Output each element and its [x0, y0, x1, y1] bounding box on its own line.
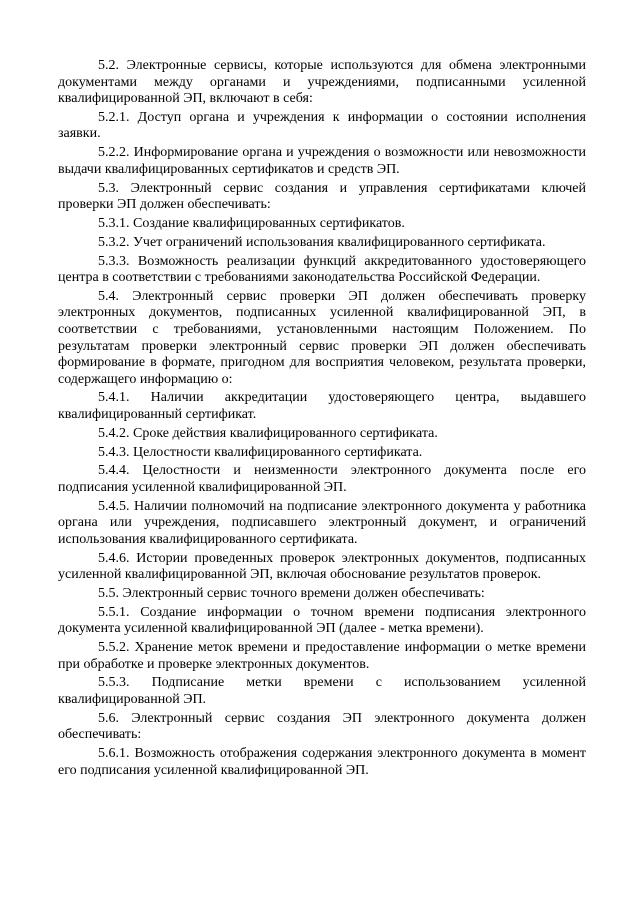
paragraph-5-2-2: 5.2.2. Информирование органа и учреждения о возможности или невозможности выдачи квалифицированных сертификатов и средств ЭП. [58, 145, 586, 177]
paragraph-5-5-3: 5.5.3. Подписание метки времени с использованием усиленной квалифицированной ЭП. [58, 675, 586, 707]
paragraph-5-6-1: 5.6.1. Возможность отображения содержания электронного документа в момент его подписания усиленной квалифицированной ЭП. [58, 746, 586, 778]
paragraph-5-4-2: 5.4.2. Сроке действия квалифицированного сертификата. [98, 425, 438, 441]
paragraph-5-4: 5.4. Электронный сервис проверки ЭП должен обеспечивать проверку электронных документов, подписанных усиленной квалифицированной ЭП, в соответствии с требованиями, установленными настоящим Положением. По результатам проверки электронный сервис проверки ЭП должен обеспечивать формирование в формате, пригодном для восприятия человеком, результата проверки, содержащего информацию о: [58, 288, 586, 387]
document-body [58, 58, 586, 779]
paragraph-5-2: 5.2. Электронные сервисы, которые используются для обмена электронными документами между органами и учреждениями, подписанными усиленной квалифицированной ЭП, включают в себя: [58, 58, 586, 107]
paragraph-5-4-4: 5.4.4. Целостности и неизменности электронного документа после его подписания усиленной квалифицированной ЭП. [58, 463, 586, 495]
paragraph-5-6: 5.6. Электронный сервис создания ЭП электронного документа должен обеспечивать: [58, 710, 586, 743]
paragraph-5-4-3: 5.4.3. Целостности квалифицированного сертификата. [98, 444, 423, 460]
paragraph-5-4-5: 5.4.5. Наличии полномочий на подписание электронного документа у работника органа или учреждения, подписавшего электронный документ, и ограничений использования квалифицированного сертификата. [58, 498, 586, 547]
paragraph-5-4-1: 5.4.1. Наличии аккредитации удостоверяющего центра, выдавшего квалифицированный сертификат. [58, 390, 586, 422]
paragraph-5-4-6: 5.4.6. Истории проведенных проверок электронных документов, подписанных усиленной квалифицированной ЭП, включая обоснование результатов проверок. [58, 550, 586, 583]
paragraph-5-3-2: 5.3.2. Учет ограничений использования квалифицированного сертификата. [98, 234, 546, 250]
paragraph-5-5-1: 5.5.1. Создание информации о точном времени подписания электронного документа усиленной квалифицированной ЭП (далее - метка времени). [58, 604, 586, 637]
paragraph-5-5-2: 5.5.2. Хранение меток времени и предоставление информации о метке времени при обработке и проверке электронных документов. [58, 640, 586, 672]
paragraph-5-2-1: 5.2.1. Доступ органа и учреждения к информации о состоянии исполнения заявки. [58, 109, 586, 142]
paragraph-5-3: 5.3. Электронный сервис создания и управления сертификатами ключей проверки ЭП должен обеспечивать: [58, 180, 586, 213]
paragraph-5-3-1: 5.3.1. Создание квалифицированных сертификатов. [98, 215, 405, 231]
paragraph-5-5: 5.5. Электронный сервис точного времени должен обеспечивать: [98, 585, 485, 601]
paragraph-5-3-3: 5.3.3. Возможность реализации функций аккредитованного удостоверяющего центра в соответствии с требованиями законодательства Российской Федерации. [58, 253, 586, 286]
